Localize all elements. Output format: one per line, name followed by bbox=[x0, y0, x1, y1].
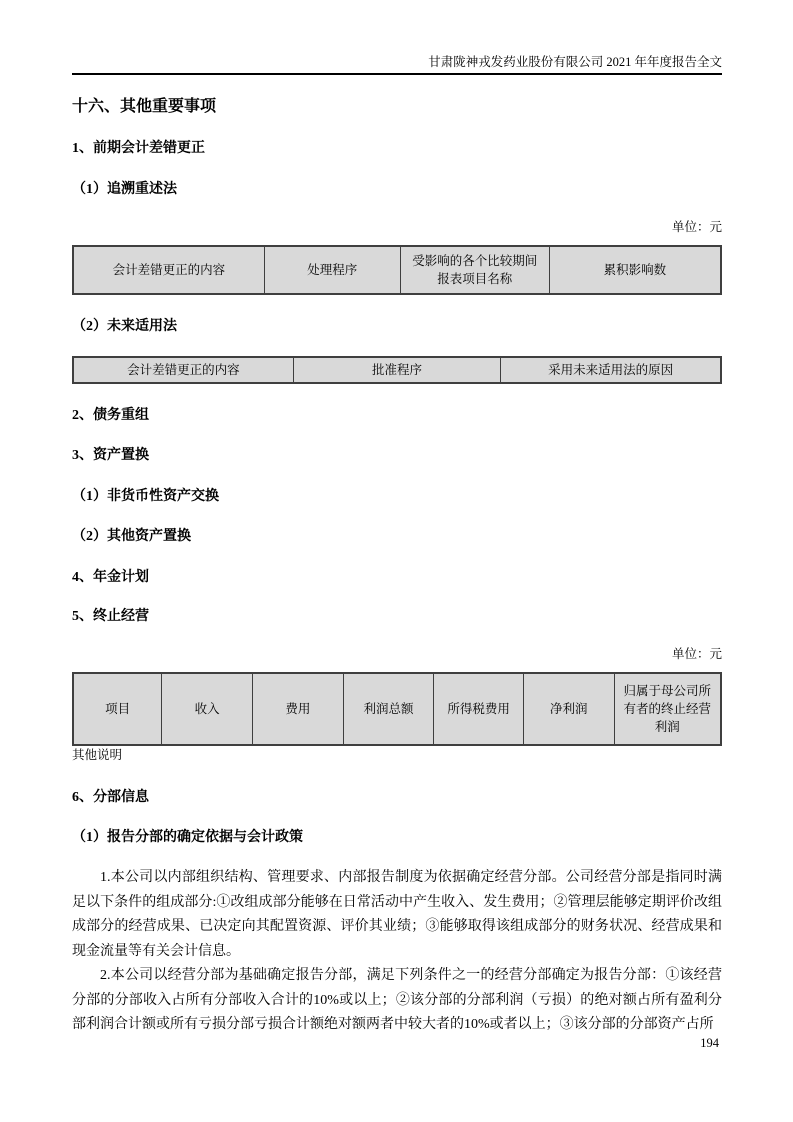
segment-paragraph-1: 1.本公司以内部组织结构、管理要求、内部报告制度为依据确定经营分部。公司经营分部是指同时满足以下条件的组成部分:①改组成部分能够在日常活动中产生收入、发生费用；②管理层能够定期评价改组成部分的经营成果、已决定向其配置资源、评价其业绩；③能够取得该组成部分的财务状况、经营成果和现金流量等有关会计信息。 bbox=[72, 870, 722, 959]
retrospective-restatement-table bbox=[72, 245, 722, 295]
heading-prior-period-error-correction: 1、前期会计差错更正 bbox=[72, 141, 205, 156]
table3-header-net-profit: 净利润 bbox=[523, 673, 614, 745]
prospective-application-table bbox=[72, 356, 722, 384]
table3-header-item: 项目 bbox=[73, 673, 162, 745]
page-header bbox=[72, 0, 722, 75]
heading-debt-restructuring: 2、债务重组 bbox=[72, 408, 149, 423]
table-header-row bbox=[73, 246, 721, 294]
table1-header-correction-content: 会计差错更正的内容 bbox=[73, 246, 264, 294]
heading-other-asset-swap: （2）其他资产置换 bbox=[72, 529, 191, 544]
heading-prospective-application: （2）未来适用法 bbox=[72, 319, 177, 334]
table3-header-income-tax: 所得税费用 bbox=[434, 673, 523, 745]
heading-nonmonetary-asset-exchange: （1）非货币性资产交换 bbox=[72, 489, 219, 504]
other-notes-label: 其他说明 bbox=[72, 748, 123, 762]
page-number: 194 bbox=[700, 1036, 719, 1050]
unit-label-1: 单位：元 bbox=[671, 220, 722, 234]
report-header-title: 甘肃陇神戎发药业股份有限公司 2021 年年度报告全文 bbox=[428, 55, 722, 69]
table-header-row bbox=[73, 357, 721, 383]
discontinued-operations-table bbox=[72, 672, 722, 746]
table-header-row bbox=[73, 673, 721, 745]
table1-header-procedure: 处理程序 bbox=[264, 246, 400, 294]
heading-retrospective-restatement: （1）追溯重述法 bbox=[72, 182, 177, 197]
table3-header-expense: 费用 bbox=[252, 673, 343, 745]
unit-label-2: 单位：元 bbox=[671, 647, 722, 661]
table1-header-affected-items: 受影响的各个比较期间报表项目名称 bbox=[400, 246, 549, 294]
heading-asset-swap: 3、资产置换 bbox=[72, 448, 149, 463]
table3-header-revenue: 收入 bbox=[162, 673, 253, 745]
table2-header-reason: 采用未来适用法的原因 bbox=[501, 357, 721, 383]
table2-header-correction-content: 会计差错更正的内容 bbox=[73, 357, 293, 383]
section-title-other-important-matters: 十六、其他重要事项 bbox=[72, 98, 217, 115]
heading-discontinued-operations: 5、终止经营 bbox=[72, 609, 149, 624]
segment-paragraph-2: 2.本公司以经营分部为基础确定报告分部，满足下列条件之一的经营分部确定为报告分部：①该经营分部的分部收入占所有分部收入合计的10%或以上；②该分部的分部利润（亏损）的绝对额占所有盈利分部利润合计额或所有亏损分部亏损合计额绝对额两者中较大者的10%或者以上；③该分部的分部资产占所 bbox=[72, 968, 722, 1032]
heading-segment-determination-basis: （1）报告分部的确定依据与会计政策 bbox=[72, 830, 303, 845]
table3-header-total-profit: 利润总额 bbox=[343, 673, 434, 745]
heading-annuity-plan: 4、年金计划 bbox=[72, 570, 149, 585]
heading-segment-information: 6、分部信息 bbox=[72, 790, 149, 805]
table3-header-parent-profit: 归属于母公司所有者的终止经营利润 bbox=[614, 673, 721, 745]
table2-header-approval-procedure: 批准程序 bbox=[293, 357, 500, 383]
table1-header-cumulative-impact: 累积影响数 bbox=[549, 246, 721, 294]
